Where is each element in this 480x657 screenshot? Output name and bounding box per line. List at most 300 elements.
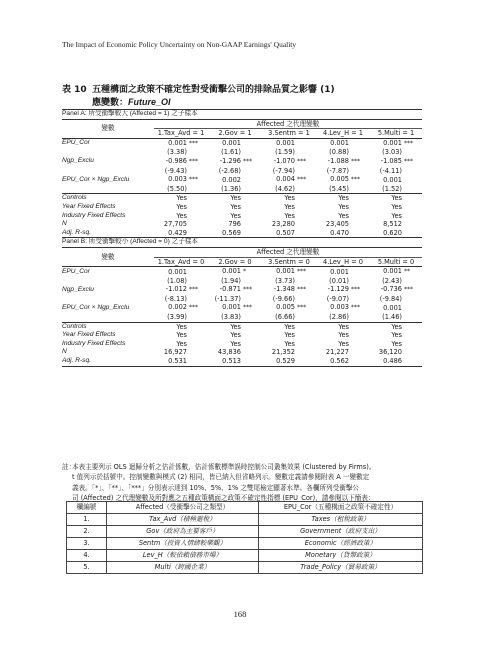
legend-header-row: [67, 502, 423, 514]
tstat-cell: [262, 313, 316, 322]
coef-value: -1.348: [273, 285, 295, 294]
control-value: 0.529: [276, 357, 295, 366]
column-header: 3.Sentm = 1: [268, 129, 310, 138]
control-row: [62, 203, 422, 212]
control-cell: [316, 203, 370, 212]
coef-cell: [370, 175, 422, 185]
tstat-cell: [370, 148, 422, 157]
coef-cell: [154, 267, 208, 277]
control-cell: [316, 212, 370, 221]
control-cell: [262, 229, 316, 238]
coef-value: 0.001: [222, 267, 241, 276]
running-head: The Impact of Economic Policy Uncertainty on Non-GAAP Earnings' Quality: [62, 40, 297, 49]
legend-epu: Trade_Policy（貿易政策）: [259, 562, 423, 574]
control-value: 36,120: [378, 348, 402, 357]
tstat-value: (1.61): [221, 148, 241, 157]
coef-cell: [154, 175, 208, 185]
tstat-cell: [262, 295, 316, 304]
legend-epu: Monetary（貨幣政策）: [259, 550, 423, 562]
coef-value: 0.001: [383, 267, 402, 276]
control-cell: [208, 194, 262, 203]
control-value: 0.470: [330, 228, 349, 237]
control-cell: [154, 348, 208, 357]
coef-value: 0.001: [383, 175, 402, 184]
tstat-spacer: [62, 185, 154, 194]
legend-row: [67, 526, 423, 538]
control-value: 23,280: [271, 220, 295, 229]
coef-cell: [208, 138, 262, 148]
control-value: Yes: [391, 194, 402, 203]
tstat-cell: [208, 313, 262, 322]
legend-header-epu: EPU_Cor（五種構面之政策不確定性）: [259, 502, 423, 514]
control-value: Yes: [230, 322, 241, 331]
coef-cell: [154, 157, 208, 167]
tstat-spacer: [62, 148, 154, 157]
tstat-value: (0.88): [329, 148, 349, 157]
coef-value: -1.296: [219, 156, 241, 165]
tstat-cell: [208, 167, 262, 176]
significance-stars: ***: [189, 286, 198, 294]
tstat-cell: [370, 185, 422, 194]
control-value: 0.531: [168, 357, 187, 366]
note-line-1: 本表主要列示 OLS 迴歸分析之估計係數，估計係數標準誤時控制公司叢集效果 (Clustered by Firms)。: [72, 463, 376, 471]
control-value: Yes: [391, 211, 402, 220]
legend-col-number: 5.: [67, 562, 107, 574]
tstat-spacer: [62, 167, 154, 176]
note-line-4: 司 (Affected) 之代理變數及所對應之五種政策構面之政策不確定性指標 (EPU_Cor)，請參閱以下簡表：: [72, 494, 375, 503]
control-cell: [154, 229, 208, 238]
tstat-cell: [262, 167, 316, 176]
tstat-cell: [154, 185, 208, 194]
coef-value: 0.001: [222, 139, 241, 148]
control-value: Yes: [391, 339, 402, 348]
control-value: 0.429: [168, 228, 187, 237]
tstat-row: [62, 277, 422, 286]
significance-stars: ***: [404, 157, 413, 165]
tstat-value: (3.03): [382, 148, 402, 157]
control-cell: [370, 357, 422, 366]
tstat-value: (6.66): [275, 313, 295, 322]
control-value: Yes: [391, 202, 402, 211]
control-label: Controls: [62, 194, 154, 203]
tstat-value: (3.83): [221, 313, 241, 322]
control-row: [62, 194, 422, 203]
coef-cell: [154, 138, 208, 148]
control-cell: [370, 331, 422, 340]
legend-affected: Gov（政府為主要客戶）: [107, 526, 259, 538]
control-row: [62, 220, 422, 229]
coef-cell: [262, 175, 316, 185]
control-value: Yes: [284, 202, 295, 211]
coef-cell: [370, 267, 422, 277]
tstat-cell: [208, 148, 262, 157]
control-cell: [370, 229, 422, 238]
coef-value: -1.129: [327, 285, 349, 294]
control-cell: [370, 322, 422, 331]
control-label: Adj. R-sq.: [62, 357, 154, 366]
affected-header: Affected 之代理變數: [154, 119, 422, 129]
control-label: Industry Fixed Effects: [62, 339, 126, 347]
dv-name: Future_OI: [128, 97, 171, 107]
control-cell: [154, 322, 208, 331]
tstat-cell: [316, 313, 370, 322]
page-number: 168: [233, 609, 247, 619]
control-value: Yes: [284, 322, 295, 331]
tstat-value: (-9.07): [326, 294, 349, 303]
tstat-cell: [154, 277, 208, 286]
coef-value: 0.003: [330, 303, 349, 312]
legend-col-number: 3.: [67, 538, 107, 550]
significance-stars: ***: [297, 176, 306, 184]
tstat-spacer: [62, 313, 154, 322]
column-header: 5.Multi = 0: [377, 257, 415, 266]
significance-stars: ***: [297, 157, 306, 165]
coef-value: -1.070: [273, 156, 295, 165]
control-cell: [262, 357, 316, 366]
control-cell: [370, 220, 422, 229]
coef-cell: [316, 138, 370, 148]
coef-value: -1.012: [165, 285, 187, 294]
tstat-cell: [262, 148, 316, 157]
control-value: Yes: [176, 211, 187, 220]
control-row: [62, 229, 422, 238]
coef-value: 0.001: [330, 267, 349, 276]
tstat-cell: [370, 277, 422, 286]
legend-epu: Taxes（租稅政策）: [259, 514, 423, 526]
affected-header: Affected 之代理變數: [154, 247, 422, 257]
variable-label: Ngp_Exclu: [62, 285, 94, 293]
header-row-affected: [62, 119, 422, 129]
coef-cell: [208, 303, 262, 313]
control-value: Yes: [284, 211, 295, 220]
coef-value: 0.002: [168, 303, 187, 312]
control-row: [62, 348, 422, 357]
significance-stars: ***: [297, 286, 306, 294]
tstat-value: (-2.68): [218, 166, 241, 175]
tstat-cell: [370, 313, 422, 322]
control-cell: [154, 194, 208, 203]
control-label: N: [62, 220, 67, 228]
tstat-value: (3.38): [167, 148, 187, 157]
tstat-value: (1.46): [382, 313, 402, 322]
coef-cell: [208, 157, 262, 167]
control-value: 21,227: [325, 348, 349, 357]
legend-affected: Multi（跨國企業）: [107, 562, 259, 574]
tstat-cell: [154, 295, 208, 304]
tstat-value: (1.94): [221, 276, 241, 285]
control-cell: [316, 322, 370, 331]
legend-row: [67, 562, 423, 574]
control-cell: [208, 357, 262, 366]
tstat-spacer: [62, 295, 154, 304]
control-cell: [262, 322, 316, 331]
significance-stars: ***: [243, 286, 252, 294]
control-value: 8,512: [383, 220, 402, 229]
tstat-cell: [370, 167, 422, 176]
control-cell: [208, 203, 262, 212]
control-value: 0.486: [383, 357, 402, 366]
tstat-value: (-11.37): [214, 294, 241, 303]
control-cell: [208, 212, 262, 221]
control-cell: [154, 357, 208, 366]
tstat-value: (-4.11): [379, 166, 402, 175]
control-row: [62, 331, 422, 340]
control-value: Yes: [284, 331, 295, 340]
tstat-value: (2.86): [329, 313, 349, 322]
legend-header-affected: Affected（受衝擊公司之類型）: [107, 502, 259, 514]
coef-cell: [208, 285, 262, 295]
control-value: 0.513: [222, 357, 241, 366]
note-line-2: t 值列示於括號中。控制變數與模式 (2) 相同，皆已納入但省略列示。變數定義請參閱附表 A 一變數定: [72, 473, 370, 482]
tstat-cell: [316, 185, 370, 194]
control-cell: [262, 348, 316, 357]
column-header: 4.Lev_H = 1: [323, 129, 363, 138]
results-table: [62, 109, 422, 367]
control-value: Yes: [338, 331, 349, 340]
column-header: 1.Tax_Avd = 1: [157, 129, 205, 138]
legend-epu: Economic（經濟政策）: [259, 538, 423, 550]
control-value: Yes: [176, 202, 187, 211]
control-value: Yes: [284, 339, 295, 348]
significance-stars: ***: [243, 304, 252, 312]
coef-cell: [208, 175, 262, 185]
significance-stars: **: [404, 268, 410, 276]
coef-value: 0.001: [168, 138, 187, 147]
control-cell: [208, 322, 262, 331]
control-cell: [262, 212, 316, 221]
control-value: Yes: [230, 202, 241, 211]
note-lead: 註：: [62, 463, 76, 471]
dependent-variable: [62, 96, 335, 109]
coef-value: 0.001: [168, 267, 187, 276]
tstat-value: (3.73): [275, 276, 295, 285]
coef-value: 0.003: [168, 175, 187, 184]
tstat-value: (-9.84): [379, 294, 402, 303]
coef-row: [62, 157, 422, 167]
control-value: 0.507: [276, 228, 295, 237]
coef-value: 0.005: [330, 175, 349, 184]
control-cell: [316, 331, 370, 340]
significance-stars: ***: [243, 157, 252, 165]
dv-label: 應變數：: [92, 98, 129, 108]
tstat-cell: [262, 185, 316, 194]
column-header: 3.Sentm = 0: [268, 257, 310, 266]
control-cell: [208, 331, 262, 340]
significance-stars: ***: [189, 139, 198, 147]
control-cell: [208, 220, 262, 229]
control-cell: [370, 194, 422, 203]
significance-stars: ***: [351, 304, 360, 312]
coef-value: 0.001: [383, 303, 402, 312]
coef-value: -1.088: [327, 156, 349, 165]
variable-label: EPU_Cor × Ngp_Exclu: [62, 303, 130, 311]
legend-row: [67, 550, 423, 562]
legend-row: [67, 514, 423, 526]
coef-cell: [316, 303, 370, 313]
table-title: [62, 84, 335, 109]
control-value: Yes: [338, 339, 349, 348]
control-value: Yes: [338, 322, 349, 331]
control-cell: [262, 203, 316, 212]
control-value: Yes: [230, 211, 241, 220]
coef-cell: [262, 285, 316, 295]
header-row-affected: [62, 247, 422, 257]
coef-cell: [370, 285, 422, 295]
control-value: Yes: [338, 211, 349, 220]
control-value: Yes: [391, 322, 402, 331]
control-cell: [208, 348, 262, 357]
coef-cell: [316, 267, 370, 277]
control-cell: [262, 340, 316, 349]
variable-label: Ngp_Exclu: [62, 157, 94, 165]
coef-value: -1.085: [380, 156, 402, 165]
significance-stars: ***: [351, 176, 360, 184]
control-row: [62, 212, 422, 221]
coef-cell: [208, 267, 262, 277]
control-value: Yes: [176, 339, 187, 348]
coef-value: 0.001: [330, 139, 349, 148]
coef-value: 0.001: [276, 139, 295, 148]
control-row: [62, 357, 422, 366]
tstat-value: (-8.13): [164, 294, 187, 303]
control-cell: [316, 348, 370, 357]
tstat-row: [62, 148, 422, 157]
control-cell: [370, 212, 422, 221]
control-value: 0.562: [330, 357, 349, 366]
control-label: Adj. R-sq.: [62, 228, 91, 236]
coef-cell: [316, 285, 370, 295]
control-value: 43,836: [217, 348, 241, 357]
coef-row: [62, 303, 422, 313]
tstat-value: (5.50): [167, 184, 187, 193]
tstat-row: [62, 185, 422, 194]
control-cell: [208, 340, 262, 349]
tstat-cell: [154, 148, 208, 157]
tstat-value: (-9.43): [164, 166, 187, 175]
panel-title: Panel A: 所受衝擊較大 (Affected = 1) 之子樣本: [62, 110, 422, 120]
control-cell: [316, 357, 370, 366]
legend-affected: Sentm（投資人情緒較樂觀）: [107, 538, 259, 550]
coef-value: -0.986: [165, 156, 187, 165]
variable-label: EPU_Cor: [62, 138, 154, 148]
control-row: [62, 322, 422, 331]
tstat-value: (3.99): [167, 313, 187, 322]
table-number: 表 10: [62, 85, 87, 95]
significance-stars: ***: [189, 157, 198, 165]
significance-stars: ***: [351, 157, 360, 165]
tstat-value: (-7.94): [272, 166, 295, 175]
tstat-value: (4.62): [275, 184, 295, 193]
control-cell: [370, 203, 422, 212]
tstat-cell: [316, 167, 370, 176]
coef-cell: [262, 303, 316, 313]
control-value: 27,705: [163, 220, 187, 229]
coef-value: 0.005: [276, 303, 295, 312]
control-row: [62, 340, 422, 349]
control-cell: [154, 340, 208, 349]
coef-value: 0.001: [383, 138, 402, 147]
control-value: 21,352: [271, 348, 295, 357]
control-value: 0.569: [222, 228, 241, 237]
panel-title-row: [62, 238, 422, 248]
tstat-cell: [208, 185, 262, 194]
tstat-row: [62, 313, 422, 322]
legend-col-number: 1.: [67, 514, 107, 526]
significance-stars: ***: [189, 176, 198, 184]
column-header: 2.Gov = 0: [218, 257, 252, 266]
legend-col-number: 4.: [67, 550, 107, 562]
control-cell: [316, 194, 370, 203]
coef-cell: [262, 138, 316, 148]
control-cell: [154, 331, 208, 340]
control-cell: [262, 194, 316, 203]
legend-col-number: 2.: [67, 526, 107, 538]
coef-value: 0.002: [222, 175, 241, 184]
tstat-cell: [208, 295, 262, 304]
control-value: Yes: [391, 331, 402, 340]
control-value: Yes: [230, 339, 241, 348]
table-note: [62, 462, 426, 504]
legend-affected: Tax_Avd（積極避稅）: [107, 514, 259, 526]
coef-value: 0.004: [276, 175, 295, 184]
tstat-value: (-7.87): [326, 166, 349, 175]
significance-stars: ***: [297, 268, 306, 276]
tstat-row: [62, 167, 422, 176]
tstat-value: (-9.66): [272, 294, 295, 303]
control-value: Yes: [230, 194, 241, 203]
tstat-value: (0.01): [329, 276, 349, 285]
panel-title: Panel B: 所受衝擊較小 (Affected = 0) 之子樣本: [62, 238, 422, 248]
coef-cell: [370, 157, 422, 167]
control-cell: [316, 229, 370, 238]
control-label: Industry Fixed Effects: [62, 211, 126, 219]
control-label: N: [62, 348, 67, 356]
significance-stars: ***: [404, 286, 413, 294]
control-value: Yes: [338, 202, 349, 211]
column-header: 1.Tax_Avd = 0: [157, 257, 205, 266]
tstat-cell: [262, 277, 316, 286]
note-line-3: 義表。「*」、「**」、「***」分別表示達到 10%、5%、1% 之雙尾檢定顯著水準。各欄所列受衝擊公: [72, 483, 360, 492]
tstat-cell: [316, 277, 370, 286]
control-cell: [154, 220, 208, 229]
legend-row: [67, 538, 423, 550]
control-cell: [316, 340, 370, 349]
coef-cell: [370, 138, 422, 148]
control-cell: [370, 340, 422, 349]
control-cell: [262, 220, 316, 229]
column-header: 2.Gov = 1: [218, 129, 252, 138]
significance-stars: ***: [351, 286, 360, 294]
coef-value: 0.001: [222, 303, 241, 312]
variable-label: EPU_Cor × Ngp_Exclu: [62, 175, 130, 183]
coef-cell: [370, 303, 422, 313]
legend-epu: Government（政府支出）: [259, 526, 423, 538]
tstat-value: (1.59): [275, 148, 295, 157]
coef-value: 0.001: [276, 267, 295, 276]
control-label: Year Fixed Effects: [62, 202, 116, 210]
significance-stars: ***: [297, 304, 306, 312]
column-header: 4.Lev_H = 0: [323, 257, 363, 266]
panel-a: [62, 110, 422, 238]
control-value: Yes: [176, 194, 187, 203]
control-value: 796: [228, 220, 241, 229]
coef-value: -0.736: [380, 285, 402, 294]
significance-stars: ***: [404, 139, 413, 147]
tstat-value: (1.08): [167, 276, 187, 285]
control-cell: [370, 348, 422, 357]
control-value: Yes: [338, 194, 349, 203]
legend-affected: Lev_H（較依賴債務市場）: [107, 550, 259, 562]
